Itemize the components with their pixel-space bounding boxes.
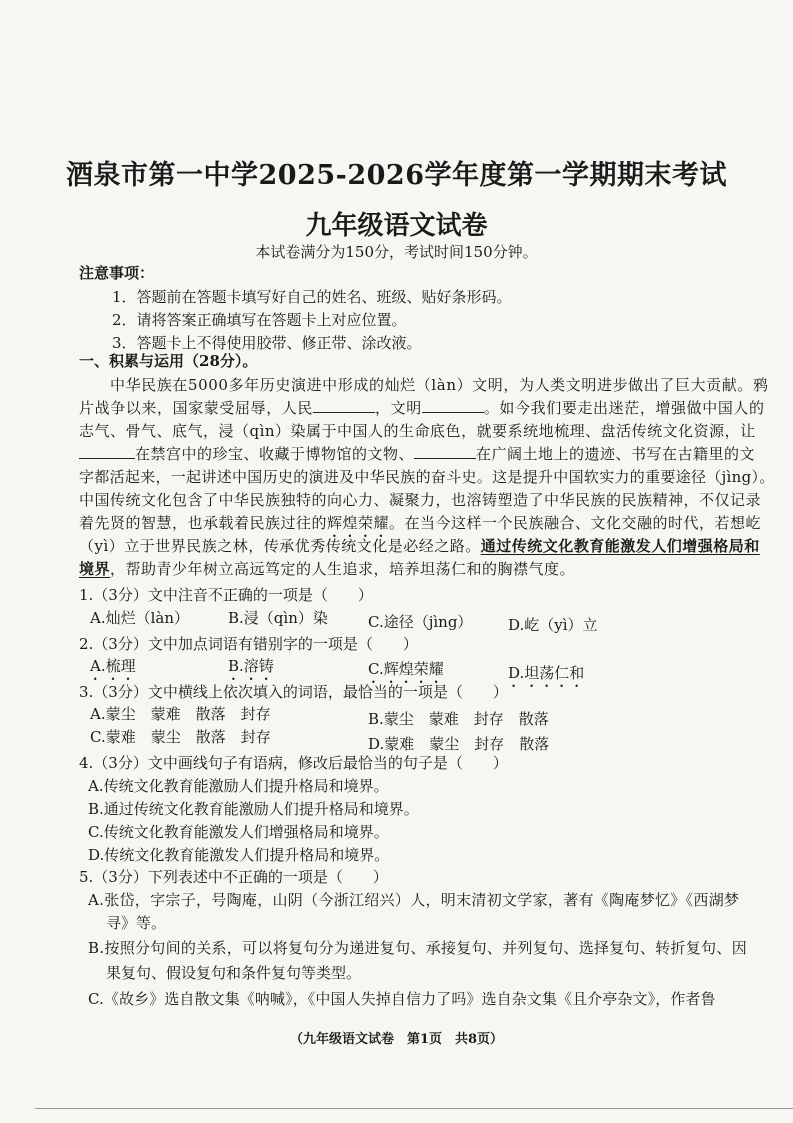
option-b: B.蒙尘 蒙难 封存 散落 (368, 710, 549, 728)
option-b: B.浸（qìn）染 (228, 609, 328, 627)
option-b: B.通过传统文化教育能激励人们提升格局和境界。 (88, 800, 419, 818)
section-heading: 一、积累与运用（28分）。 (79, 352, 258, 370)
option-a: A.灿烂（làn） (90, 609, 190, 627)
option-a-cont: 寻》等。 (106, 914, 167, 932)
option-c: C.《故乡》选自散文集《呐喊》，《中国人失掉自信力了吗》选自杂文集《且介亭杂文》，作者鲁 (88, 990, 716, 1008)
notice-item: 2．请将答案正确填写在答题卡上对应位置。 (112, 311, 407, 329)
question-stem: 5.（3分）下列表述中不正确的一项是（ ） (79, 868, 388, 886)
question-stem: 2.（3分）文中加点词语有错别字的一项是（ ） (79, 635, 418, 653)
option-a: A.梳理 (90, 657, 136, 675)
fill-blank-4 (414, 444, 476, 459)
passage-line: 片战争以来，国家蒙受屈辱，人民 ，文明 。如今我们要走出迷茫，增强做中国人的 (79, 399, 765, 417)
option-c: C.蒙难 蒙尘 散落 封存 (90, 728, 271, 746)
question-stem: 3.（3分）文中横线上依次填入的词语，最恰当的一项是（ ） (79, 683, 508, 701)
option-d: D.坦荡仁和 (508, 664, 585, 682)
exam-info: 本试卷满分为150分，考试时间150分钟。 (255, 243, 538, 261)
passage-line: （yì）立于世界民族之林，传承优秀传统文化是必经之路。通过传统文化教育能激发人们增强格局和 (79, 537, 760, 555)
passage-line: 中国传统文化包含了中华民族独特的向心力、凝聚力，也溶铸塑造了中华民族的民族精神，不仅记录 (79, 491, 762, 509)
option-d: D.蒙难 蒙尘 封存 散落 (368, 735, 550, 753)
underlined-sentence-end: 境界 (79, 560, 111, 578)
exam-title: 酒泉市第一中学2025-2026学年度第一学期期末考试 (66, 160, 727, 191)
scan-edge-line (35, 1108, 793, 1109)
option-c: C.途径（jìng） (368, 613, 473, 631)
exam-subtitle: 九年级语文试卷 (305, 211, 488, 241)
passage-line: 在禁宫中的珍宝、收藏于博物馆的文物、 在广阔土地上的遗迹、书写在古籍里的文 (79, 443, 755, 464)
notice-item: 3．答题卡上不得使用胶带、修正带、涂改液。 (112, 334, 422, 352)
fill-blank-2 (422, 398, 484, 413)
option-c: C.辉煌荣耀 (368, 660, 444, 678)
underlined-sentence: 通过传统文化教育能激发人们增强格局和 (480, 537, 760, 555)
question-stem: 1.（3分）文中注音不正确的一项是（ ） (79, 586, 373, 604)
passage-line: 字都活起来，一起讲述中国历史的演进及中华民族的奋斗史。这是提升中国软实力的重要途径（jìng）。 (79, 468, 775, 486)
fill-blank-3 (79, 444, 135, 459)
option-d: D.传统文化教育能激发人们提升格局和境界。 (88, 846, 390, 864)
passage-line: 境界，帮助青少年树立高远笃定的人生追求，培养坦荡仁和的胸襟气度。 (79, 560, 576, 578)
option-b: B.溶铸 (228, 657, 274, 675)
option-b: B.按照分句间的关系，可以将复句分为递进复句、承接复句、并列复句、选择复句、转折复句、因 (88, 939, 747, 957)
option-a: A.蒙尘 蒙难 散落 封存 (90, 705, 271, 723)
option-b-cont: 果复句、假设复句和条件复句等类型。 (106, 964, 362, 982)
option-c: C.传统文化教育能激发人们增强格局和境界。 (88, 823, 389, 841)
fill-blank-1 (313, 398, 375, 413)
question-stem: 4.（3分）文中画线句子有语病，修改后最恰当的句子是（ ） (79, 754, 508, 772)
option-a: A.张岱，字宗子，号陶庵，山阴（今浙江绍兴）人，明末清初文学家，著有《陶庵梦忆》《西湖梦 (88, 891, 740, 909)
option-d: D.屹（yì）立 (508, 616, 598, 634)
notice-item: 1．答题前在答题卡填写好自己的姓名、班级、贴好条形码。 (112, 288, 512, 306)
passage-line: 中华民族在5000多年历史演进中形成的灿烂（làn）文明，为人类文明进步做出了巨大贡献。鸦 (110, 376, 769, 394)
option-a: A.传统文化教育能激励人们提升格局和境界。 (88, 777, 389, 795)
notice-heading: 注意事项： (79, 264, 155, 282)
page-footer: （九年级语文试卷 第1页 共8页） (289, 1032, 504, 1047)
passage-line: 志气、骨气、底气，浸（qìn）染属于中国人的生命底色，就要系统地梳理、盘活传统文化资源，让 (79, 422, 756, 440)
passage-line: 着先贤的智慧，也承载着民族过往的辉煌荣耀。在当今这样一个民族融合、文化交融的时代，若想屹 (79, 514, 762, 532)
dotted-word: 辉煌荣耀 (327, 514, 390, 532)
